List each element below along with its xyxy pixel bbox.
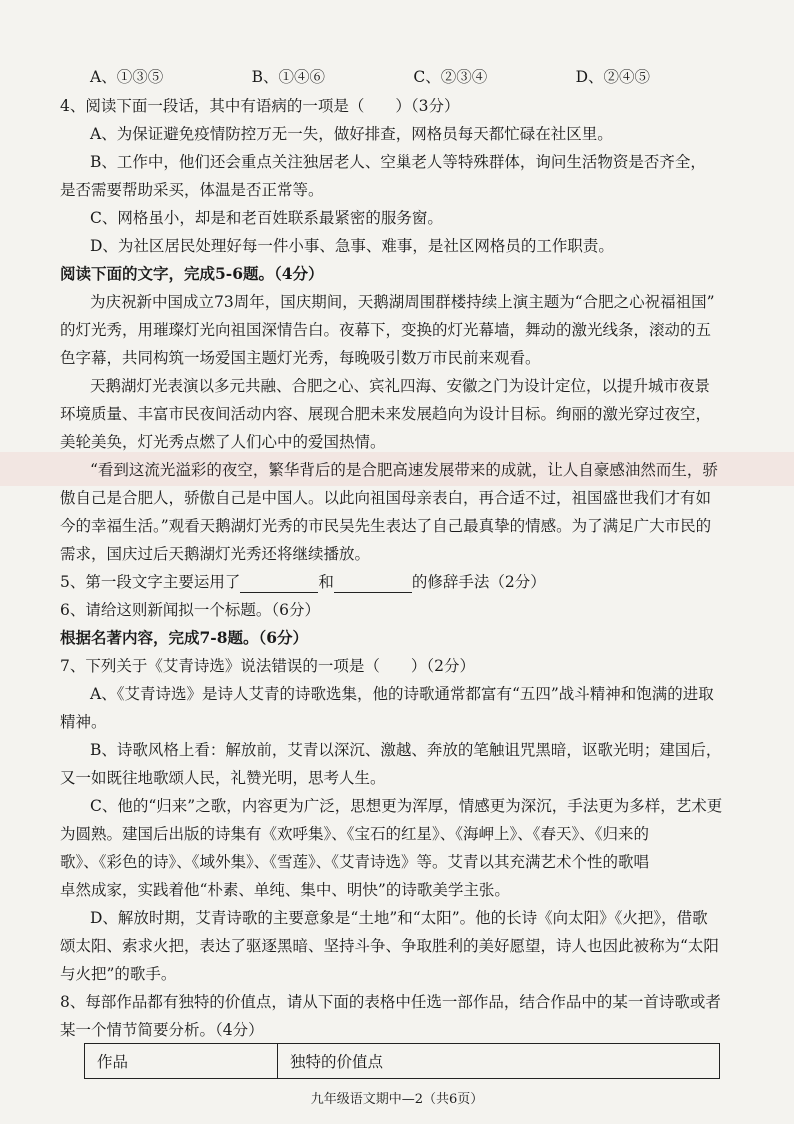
q8-stem-line1: 8、每部作品都有独特的价值点，请从下面的表格中任选一部作品，结合作品中的某一首诗歌或者 xyxy=(60,993,721,1011)
q5-blank-2[interactable] xyxy=(334,574,412,593)
q4-option-a: A、为保证避免疫情防控万无一失，做好排查，网格员每天都忙碌在社区里。 xyxy=(90,125,613,143)
passage-line-8: 傲自己是合肥人，骄傲自己是中国人。以此向祖国母亲表白，再合适不过，祖国盛世我们才有如 xyxy=(60,489,712,507)
q7-option-c-line4: 卓然成家，实践着他“朴素、单纯、集中、明快”的诗歌美学主张。 xyxy=(60,881,510,899)
passage-line-2: 的灯光秀，用璀璨灯光向祖国深情告白。夜幕下，变换的灯光幕墙，舞动的激光线条，滚动的五 xyxy=(60,321,712,339)
table-header-work: 作品 xyxy=(85,1044,278,1079)
q4-option-d: D、为社区居民处理好每一件小事、急事、难事，是社区网格员的工作职责。 xyxy=(90,237,614,255)
classics-heading: 根据名著内容，完成7-8题。（6分） xyxy=(60,628,309,647)
q4-option-b-line1: B、工作中，他们还会重点关注独居老人、空巢老人等特殊群体，询问生活物资是否齐全， xyxy=(90,153,706,171)
q4-option-b-line2: 是否需要帮助采买，体温是否正常等。 xyxy=(60,181,324,199)
page-footer: 九年级语文期中—2（共6页） xyxy=(310,1092,484,1107)
q7-option-d-line2: 颂太阳、索求火把，表达了驱逐黑暗、坚持斗争、争取胜利的美好愿望，诗人也因此被称为“太阳 xyxy=(60,937,719,955)
q7-option-a-line2: 精神。 xyxy=(60,713,107,731)
q5-text-mid: 和 xyxy=(318,573,334,591)
q4-stem: 4、阅读下面一段话，其中有语病的一项是（ ）（3分） xyxy=(60,97,460,115)
q3-option-b: B、①④⑥ xyxy=(251,68,325,86)
q7-option-c-line2: 为圆熟。建国后出版的诗集有《欢呼集》、《宝石的红星》、《海岬上》、《春天》、《归来的 xyxy=(60,825,650,843)
passage-line-1: 为庆祝新中国成立73周年，国庆期间，天鹅湖周围群楼持续上演主题为“合肥之心祝福祖国” xyxy=(90,293,715,311)
q6: 6、请给这则新闻拟一个标题。（6分） xyxy=(60,601,320,619)
q7-option-d-line1: D、解放时期，艾青诗歌的主要意象是“土地”和“太阳”。他的长诗《向太阳》《火把》，借歌 xyxy=(90,909,708,927)
passage-line-3: 色字幕，共同构筑一场爱国主题灯光秀，每晚吸引数万市民前来观看。 xyxy=(60,349,541,367)
passage-line-7: “看到这流光溢彩的夜空，繁华背后的是合肥高速发展带来的成就，让人自豪感油然而生，骄 xyxy=(90,461,718,479)
passage-line-4: 天鹅湖灯光表演以多元共融、合肥之心、宾礼四海、安徽之门为设计定位，以提升城市夜景 xyxy=(90,377,711,395)
q3-options xyxy=(90,66,650,88)
q3-option-a: A、①③⑤ xyxy=(90,68,164,86)
passage-line-6: 美轮美奂，灯光秀点燃了人们心中的爱国热情。 xyxy=(60,433,386,451)
q8-stem-line2: 某一个情节简要分析。（4分） xyxy=(60,1021,264,1039)
q5 xyxy=(60,571,740,593)
q7-option-c-line1: C、他的“归来”之歌，内容更为广泛，思想更为浑厚，情感更为深沉，手法更为多样，艺术更 xyxy=(90,797,723,815)
passage-line-9: 今的幸福生活。”观看天鹅湖灯光秀的市民吴先生表达了自己最真挚的情感。为了满足广大市民的 xyxy=(60,517,712,535)
q7-option-c-line3: 歌》、《彩色的诗》、《域外集》、《雪莲》、《艾青诗选》等。艾青以其充满艺术个性的歌唱 xyxy=(60,853,650,871)
q5-text-post: 的修辞手法（2分） xyxy=(411,573,546,591)
q3-option-c: C、②③④ xyxy=(413,68,488,86)
q7-option-b-line2: 又一如既往地歌颂人民，礼赞光明，思考人生。 xyxy=(60,769,386,787)
value-table xyxy=(84,1043,720,1079)
q4-option-c: C、网格虽小，却是和老百姓联系最紧密的服务窗。 xyxy=(90,209,443,227)
passage-line-5: 环境质量、丰富市民夜间活动内容、展现合肥未来发展趋向为设计目标。绚丽的激光穿过夜空， xyxy=(60,405,712,423)
q5-text-pre: 5、第一段文字主要运用了 xyxy=(60,573,241,591)
passage-line-10: 需求，国庆过后天鹅湖灯光秀还将继续播放。 xyxy=(60,545,371,563)
table-header-row xyxy=(85,1044,720,1079)
q3-option-d: D、②④⑤ xyxy=(575,68,650,86)
q5-blank-1[interactable] xyxy=(240,574,318,593)
table-header-value: 独特的价值点 xyxy=(278,1044,720,1079)
q7-stem: 7、下列关于《艾青诗选》说法错误的一项是（ ）（2分） xyxy=(60,657,475,675)
q7-option-d-line3: 与火把”的歌手。 xyxy=(60,965,177,983)
q7-option-b-line1: B、诗歌风格上看：解放前，艾青以深沉、激越、奔放的笔触诅咒黑暗，讴歌光明；建国后， xyxy=(90,741,722,759)
reading-heading: 阅读下面的文字，完成5-6题。（4分） xyxy=(60,264,324,283)
q7-option-a-line1: A、《艾青诗选》是诗人艾青的诗歌选集，他的诗歌通常都富有“五四”战斗精神和饱满的进取 xyxy=(90,685,714,703)
